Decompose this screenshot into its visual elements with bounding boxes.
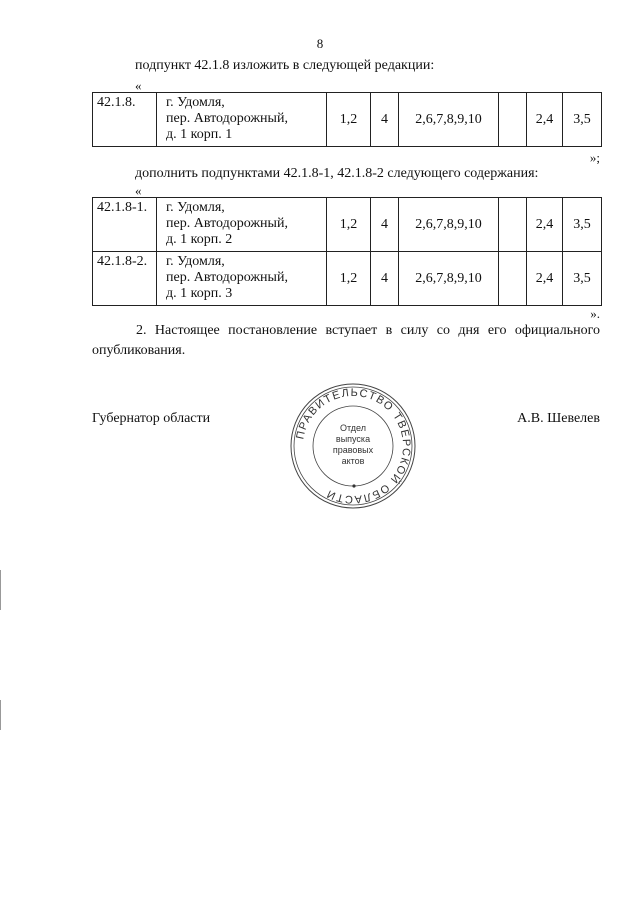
address-line: г. Удомля, [166,95,225,110]
address-line: д. 1 корп. 2 [166,232,233,247]
close-quote-2: ». [590,306,600,321]
table-subitems-42-1-8-x [92,197,602,306]
value-cell: 4 [371,252,399,306]
svg-text:ПРАВИТЕЛЬСТВО ТВЕРСКОЙ ОБЛАСТИ: ПРАВИТЕЛЬСТВО ТВЕРСКОЙ ОБЛАСТИ [294,386,413,506]
value-cell: 1,2 [327,93,371,147]
address-line: д. 1 корп. 1 [166,127,233,142]
value-cell: 2,6,7,8,9,10 [399,252,499,306]
address-line: г. Удомля, [166,254,225,269]
value-cell: 1,2 [327,252,371,306]
subitem-number-cell: 42.1.8. [93,93,157,147]
intro-text-1: подпункт 42.1.8 изложить в следующей редакции: [135,58,435,73]
value-cell: 1,2 [327,198,371,252]
value-cell [499,93,527,147]
address-cell [157,198,327,252]
value-cell: 2,4 [527,252,563,306]
svg-text:Отделвыпускаправовыхактов: Отдел выпуска правовых актов [332,423,374,466]
intro-text-2: дополнить подпунктами 42.1.8-1, 42.1.8-2 следующего содержания: [135,166,539,181]
open-quote-1: « [135,78,142,93]
value-cell: 4 [371,198,399,252]
subitem-number-cell: 42.1.8-1. [93,198,157,252]
close-quote-1: »; [589,150,600,165]
table-row [93,252,602,306]
address-line: пер. Автодорожный, [166,111,288,126]
value-cell [499,252,527,306]
subitem-number-cell: 42.1.8-2. [93,252,157,306]
official-stamp [288,381,418,511]
table-row [93,198,602,252]
address-line: д. 1 корп. 3 [166,286,233,301]
scan-edge-mark [0,570,1,610]
table-subitem-42-1-8 [92,92,602,147]
open-quote-2: « [135,183,142,198]
value-cell: 2,4 [527,93,563,147]
signature-title: Губернатор области [92,411,211,426]
value-cell: 4 [371,93,399,147]
address-cell [157,93,327,147]
address-line: пер. Автодорожный, [166,216,288,231]
address-line: пер. Автодорожный, [166,270,288,285]
address-line: г. Удомля, [166,200,225,215]
value-cell [499,198,527,252]
scan-edge-mark [0,700,1,730]
address-cell [157,252,327,306]
value-cell: 3,5 [563,93,602,147]
page-number: 8 [316,36,324,51]
effective-date-paragraph: 2. Настоящее постановление вступает в силу со дня его официального опубликования. [92,323,600,358]
value-cell: 2,4 [527,198,563,252]
value-cell: 2,6,7,8,9,10 [399,93,499,147]
table-row [93,93,602,147]
value-cell: 3,5 [563,252,602,306]
value-cell: 2,6,7,8,9,10 [399,198,499,252]
signature-name: А.В. Шевелев [517,411,600,426]
value-cell: 3,5 [563,198,602,252]
